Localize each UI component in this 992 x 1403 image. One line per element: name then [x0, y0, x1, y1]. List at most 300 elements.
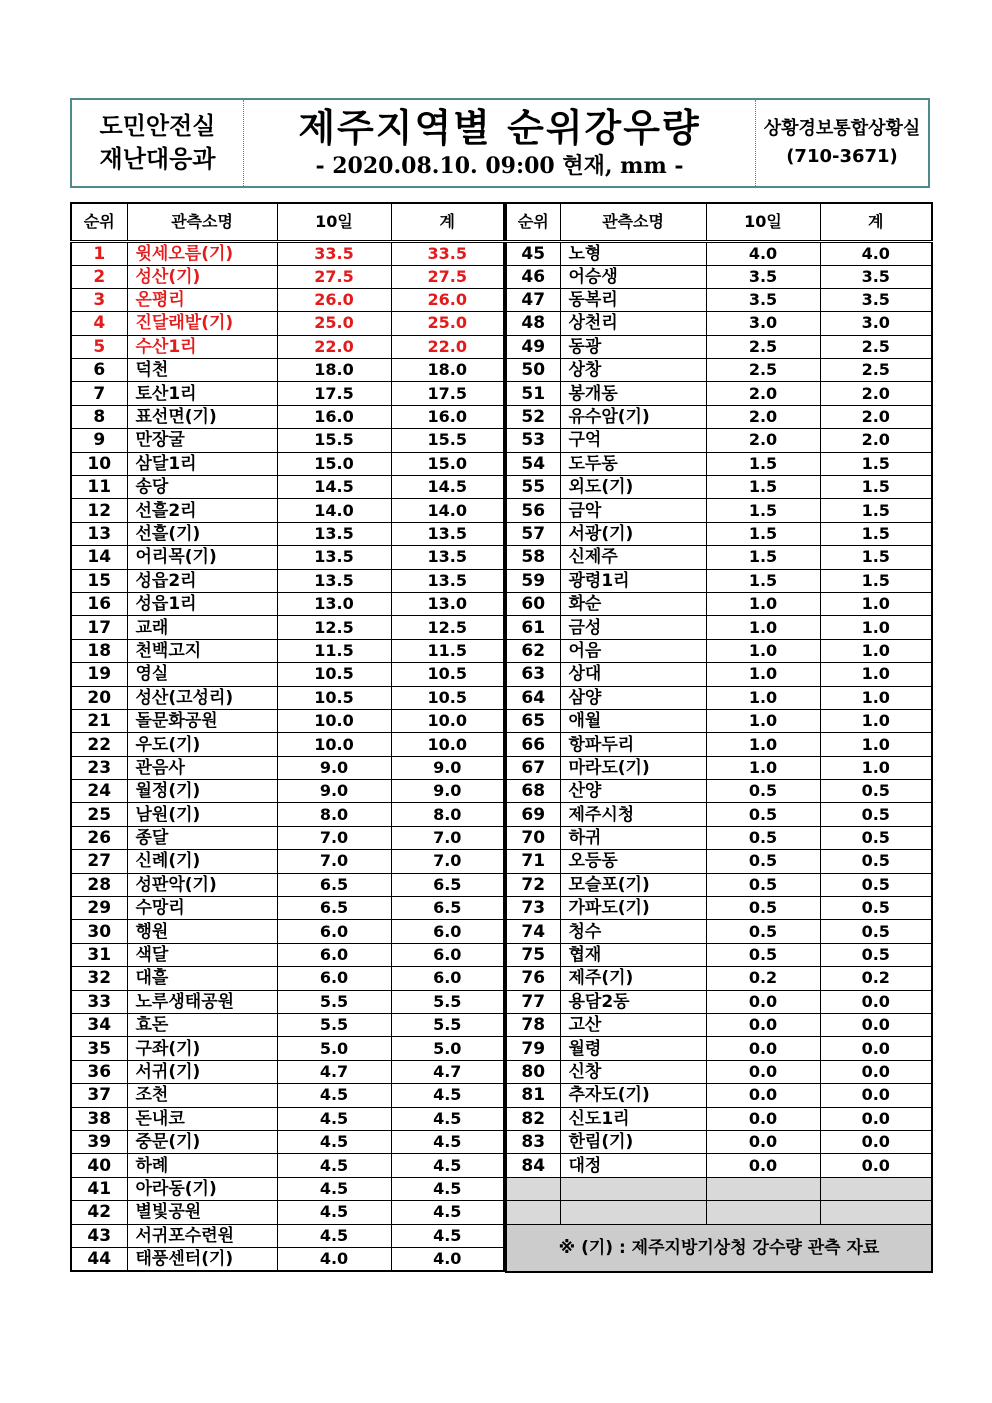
row-total-value: 0.5: [820, 803, 932, 826]
row-station: 성산(기): [127, 265, 277, 288]
row-day-value: 0.2: [706, 967, 820, 990]
row-rank: 65: [506, 709, 560, 732]
row-station: 중문(기): [127, 1130, 277, 1153]
table-row: [71, 1224, 504, 1247]
table-row: [506, 1130, 932, 1153]
row-station: 아라동(기): [127, 1177, 277, 1200]
row-day-value: 13.5: [277, 522, 391, 545]
row-total-value: 4.5: [391, 1130, 504, 1153]
row-day-value: 13.5: [277, 569, 391, 592]
header-station: 관측소명: [127, 203, 277, 241]
row-rank: 71: [506, 850, 560, 873]
row-station: 추자도(기): [560, 1084, 706, 1107]
row-total-value: 33.5: [391, 241, 504, 265]
row-station: 동복리: [560, 288, 706, 311]
page-subtitle: - 2020.08.10. 09:00 현재, mm -: [315, 153, 684, 179]
row-total-value: 15.0: [391, 452, 504, 475]
left-table-body: [71, 241, 504, 1271]
table-row: [71, 499, 504, 522]
row-rank: 11: [71, 476, 127, 499]
row-day-value: 3.0: [706, 312, 820, 335]
row-day-value: 10.0: [277, 709, 391, 732]
row-total-value: 2.5: [820, 359, 932, 382]
row-rank: 67: [506, 756, 560, 779]
row-day-value: 0.5: [706, 920, 820, 943]
row-station: 신창: [560, 1060, 706, 1083]
row-rank: 4: [71, 312, 127, 335]
table-row: [71, 943, 504, 966]
row-day-value: 5.5: [277, 990, 391, 1013]
row-total-value: 13.5: [391, 569, 504, 592]
row-day-value: 0.0: [706, 1060, 820, 1083]
row-day-value: 0.5: [706, 780, 820, 803]
row-station: 신례(기): [127, 850, 277, 873]
row-rank: 16: [71, 592, 127, 615]
table-row: [506, 1014, 932, 1037]
row-station: 월정(기): [127, 780, 277, 803]
row-total-value: 1.5: [820, 546, 932, 569]
row-rank: 6: [71, 359, 127, 382]
table-row: [71, 1014, 504, 1037]
row-station: 상천리: [560, 312, 706, 335]
row-day-value: 0.5: [706, 943, 820, 966]
row-station: 서귀(기): [127, 1060, 277, 1083]
table-row: [506, 405, 932, 428]
row-total-value: 0.0: [820, 1037, 932, 1060]
row-rank: 8: [71, 405, 127, 428]
row-day-value: 13.0: [277, 592, 391, 615]
row-station: 서귀포수련원: [127, 1224, 277, 1247]
row-station: 별빛공원: [127, 1201, 277, 1224]
row-station: 태풍센터(기): [127, 1247, 277, 1271]
row-station: 애월: [560, 709, 706, 732]
table-row: [71, 312, 504, 335]
table-row: [506, 429, 932, 452]
row-station: 도두동: [560, 452, 706, 475]
row-day-value: 25.0: [277, 312, 391, 335]
row-total-value: 4.5: [391, 1084, 504, 1107]
row-day-value: 2.0: [706, 405, 820, 428]
row-day-value: 0.5: [706, 850, 820, 873]
row-rank: 23: [71, 756, 127, 779]
row-rank: 46: [506, 265, 560, 288]
row-station: 상창: [560, 359, 706, 382]
footnote: ※ (기) : 제주지방기상청 강수량 관측 자료: [506, 1224, 932, 1272]
table-row: [71, 873, 504, 896]
right-table-body: [506, 241, 932, 1272]
row-total-value: 4.0: [820, 241, 932, 265]
row-rank: 66: [506, 733, 560, 756]
row-total-value: 1.0: [820, 592, 932, 615]
row-rank: 38: [71, 1107, 127, 1130]
row-rank: 48: [506, 312, 560, 335]
row-rank: 9: [71, 429, 127, 452]
table-row: [71, 1247, 504, 1271]
row-rank: 63: [506, 663, 560, 686]
row-rank: 3: [71, 288, 127, 311]
row-rank: 47: [506, 288, 560, 311]
row-rank: 59: [506, 569, 560, 592]
row-rank: 81: [506, 1084, 560, 1107]
row-rank: 24: [71, 780, 127, 803]
table-row: [506, 592, 932, 615]
row-station: 마라도(기): [560, 756, 706, 779]
row-total-value: 25.0: [391, 312, 504, 335]
row-rank: 44: [71, 1247, 127, 1271]
row-station: 표선면(기): [127, 405, 277, 428]
row-station: 외도(기): [560, 476, 706, 499]
row-rank: 26: [71, 826, 127, 849]
row-total-value: 12.5: [391, 616, 504, 639]
table-row: [71, 546, 504, 569]
row-rank: 13: [71, 522, 127, 545]
row-rank: 15: [71, 569, 127, 592]
row-day-value: 5.0: [277, 1037, 391, 1060]
header-total: 계: [391, 203, 504, 241]
table-row: [71, 382, 504, 405]
table-row: [506, 616, 932, 639]
row-rank: 20: [71, 686, 127, 709]
table-row: [506, 733, 932, 756]
row-day-value: 8.0: [277, 803, 391, 826]
table-row: [71, 850, 504, 873]
row-rank: 75: [506, 943, 560, 966]
row-station: 종달: [127, 826, 277, 849]
row-rank: 64: [506, 686, 560, 709]
row-rank: 36: [71, 1060, 127, 1083]
row-total-value: 6.5: [391, 873, 504, 896]
row-total-value: 5.0: [391, 1037, 504, 1060]
row-day-value: 10.0: [277, 733, 391, 756]
row-day-value: 0.0: [706, 1037, 820, 1060]
row-station: 제주(기): [560, 967, 706, 990]
table-row: [506, 241, 932, 265]
row-rank: 25: [71, 803, 127, 826]
row-station: 화순: [560, 592, 706, 615]
table-row: [506, 569, 932, 592]
table-row: [506, 476, 932, 499]
row-rank: 12: [71, 499, 127, 522]
table-row: [506, 639, 932, 662]
row-day-value: 10.5: [277, 663, 391, 686]
table-row: [506, 522, 932, 545]
row-day-value: 1.0: [706, 709, 820, 732]
row-day-value: 4.5: [277, 1224, 391, 1247]
row-total-value: 2.0: [820, 429, 932, 452]
row-day-value: 27.5: [277, 265, 391, 288]
row-rank: 7: [71, 382, 127, 405]
table-row: [71, 803, 504, 826]
row-rank: 51: [506, 382, 560, 405]
row-total-value: 0.5: [820, 873, 932, 896]
row-total-value: 1.0: [820, 733, 932, 756]
row-station: 대흘: [127, 967, 277, 990]
row-total-value: 6.0: [391, 943, 504, 966]
row-total-value: 4.5: [391, 1107, 504, 1130]
row-station: 성읍1리: [127, 592, 277, 615]
row-station: 수산1리: [127, 335, 277, 358]
row-day-value: 1.0: [706, 733, 820, 756]
row-station: 한림(기): [560, 1130, 706, 1153]
row-station: 색달: [127, 943, 277, 966]
row-total-value: 0.0: [820, 1130, 932, 1153]
row-rank: 56: [506, 499, 560, 522]
row-rank: 17: [71, 616, 127, 639]
table-row: [506, 897, 932, 920]
row-day-value: 33.5: [277, 241, 391, 265]
row-total-value: 4.5: [391, 1154, 504, 1177]
row-day-value: 10.5: [277, 686, 391, 709]
row-day-value: 14.5: [277, 476, 391, 499]
row-total-value: 2.0: [820, 382, 932, 405]
table-row: [506, 920, 932, 943]
row-station: 청수: [560, 920, 706, 943]
row-rank: 1: [71, 241, 127, 265]
row-station: 유수암(기): [560, 405, 706, 428]
table-row: [71, 522, 504, 545]
row-station: 상대: [560, 663, 706, 686]
row-total-value: 10.0: [391, 733, 504, 756]
row-rank: 70: [506, 826, 560, 849]
row-total-value: 3.5: [820, 288, 932, 311]
row-station: 가파도(기): [560, 897, 706, 920]
row-total-value: 0.5: [820, 897, 932, 920]
row-day-value: 15.0: [277, 452, 391, 475]
row-station: 영실: [127, 663, 277, 686]
table-row: [71, 990, 504, 1013]
header-day: 10일: [277, 203, 391, 241]
row-station: 항파두리: [560, 733, 706, 756]
row-day-value: 13.5: [277, 546, 391, 569]
department-line-2: 재난대응과: [99, 145, 216, 173]
row-station: 돈내코: [127, 1107, 277, 1130]
table-row: [71, 335, 504, 358]
row-station: 하귀: [560, 826, 706, 849]
row-rank: 10: [71, 452, 127, 475]
row-day-value: 2.0: [706, 429, 820, 452]
row-day-value: 9.0: [277, 780, 391, 803]
row-total-value: 0.0: [820, 1084, 932, 1107]
table-row: [506, 1154, 932, 1177]
row-station: 신제주: [560, 546, 706, 569]
row-station: 성판악(기): [127, 873, 277, 896]
row-rank: 62: [506, 639, 560, 662]
row-day-value: 4.0: [706, 241, 820, 265]
row-rank: 80: [506, 1060, 560, 1083]
row-station: 남원(기): [127, 803, 277, 826]
row-station: 협재: [560, 943, 706, 966]
row-total-value: 13.5: [391, 522, 504, 545]
row-total-value: 9.0: [391, 780, 504, 803]
table-row: [506, 452, 932, 475]
table-row: [71, 709, 504, 732]
row-total-value: 1.5: [820, 476, 932, 499]
row-station: 동광: [560, 335, 706, 358]
table-row: [506, 663, 932, 686]
row-day-value: 4.7: [277, 1060, 391, 1083]
row-total-value: 8.0: [391, 803, 504, 826]
row-total-value: 1.5: [820, 499, 932, 522]
row-rank: 76: [506, 967, 560, 990]
row-day-value: 0.5: [706, 897, 820, 920]
row-station: 산양: [560, 780, 706, 803]
row-rank: 29: [71, 897, 127, 920]
row-day-value: 3.5: [706, 288, 820, 311]
table-row: [71, 1084, 504, 1107]
table-row: [506, 265, 932, 288]
table-row: [71, 1177, 504, 1200]
row-total-value: 5.5: [391, 990, 504, 1013]
row-station: 윗세오름(기): [127, 241, 277, 265]
row-rank: 45: [506, 241, 560, 265]
row-total-value: 18.0: [391, 359, 504, 382]
row-total-value: 14.0: [391, 499, 504, 522]
row-day-value: 4.5: [277, 1154, 391, 1177]
row-day-value: 1.0: [706, 592, 820, 615]
row-station: 토산1리: [127, 382, 277, 405]
row-total-value: 1.0: [820, 663, 932, 686]
table-row: [506, 499, 932, 522]
row-station: 구억: [560, 429, 706, 452]
row-rank: 50: [506, 359, 560, 382]
row-rank: 14: [71, 546, 127, 569]
row-rank: 27: [71, 850, 127, 873]
row-station: 제주시청: [560, 803, 706, 826]
table-row: [71, 288, 504, 311]
row-station: 만장굴: [127, 429, 277, 452]
row-rank: 74: [506, 920, 560, 943]
row-day-value: 1.5: [706, 546, 820, 569]
row-day-value: 4.5: [277, 1084, 391, 1107]
table-row: [506, 359, 932, 382]
row-day-value: 1.5: [706, 569, 820, 592]
row-day-value: 1.5: [706, 476, 820, 499]
row-day-value: 2.5: [706, 359, 820, 382]
row-station: 선흘(기): [127, 522, 277, 545]
row-total-value: 2.5: [820, 335, 932, 358]
row-total-value: 26.0: [391, 288, 504, 311]
page-title: 제주지역별 순위강우량: [298, 106, 701, 150]
table-row: [71, 616, 504, 639]
table-row: [506, 1107, 932, 1130]
row-total-value: 9.0: [391, 756, 504, 779]
table-row: [71, 359, 504, 382]
table-row: [71, 756, 504, 779]
row-day-value: 6.0: [277, 943, 391, 966]
row-total-value: 2.0: [820, 405, 932, 428]
table-row: [71, 569, 504, 592]
row-rank: 57: [506, 522, 560, 545]
row-total-value: 6.0: [391, 920, 504, 943]
row-day-value: 0.5: [706, 826, 820, 849]
row-total-value: 3.5: [820, 265, 932, 288]
row-day-value: 18.0: [277, 359, 391, 382]
row-station: 노형: [560, 241, 706, 265]
row-station: 성산(고성리): [127, 686, 277, 709]
row-day-value: 1.0: [706, 639, 820, 662]
row-total-value: 4.5: [391, 1201, 504, 1224]
row-rank: 2: [71, 265, 127, 288]
row-day-value: 1.5: [706, 522, 820, 545]
row-rank: 28: [71, 873, 127, 896]
table-row: [71, 826, 504, 849]
row-station: 관음사: [127, 756, 277, 779]
row-total-value: 3.0: [820, 312, 932, 335]
table-row: [71, 733, 504, 756]
row-station: 서광(기): [560, 522, 706, 545]
table-row: [71, 1060, 504, 1083]
row-rank: 82: [506, 1107, 560, 1130]
row-rank: 83: [506, 1130, 560, 1153]
table-row: [506, 873, 932, 896]
row-total-value: 4.7: [391, 1060, 504, 1083]
table-row: [506, 803, 932, 826]
table-row: [71, 1037, 504, 1060]
table-row: [71, 429, 504, 452]
title-block: [244, 100, 756, 186]
row-station: 금악: [560, 499, 706, 522]
table-row: [71, 405, 504, 428]
table-row: [506, 382, 932, 405]
row-day-value: 14.0: [277, 499, 391, 522]
row-rank: 18: [71, 639, 127, 662]
row-day-value: 7.0: [277, 850, 391, 873]
table-row: [71, 1154, 504, 1177]
row-total-value: 5.5: [391, 1014, 504, 1037]
header-total: 계: [820, 203, 932, 241]
table-row: [71, 663, 504, 686]
table-row: [506, 1037, 932, 1060]
office-name: 상황경보통합상황실: [763, 118, 921, 139]
empty-cell: [820, 1177, 932, 1200]
row-rank: 37: [71, 1084, 127, 1107]
row-total-value: 10.0: [391, 709, 504, 732]
office-block: [756, 100, 928, 186]
row-day-value: 7.0: [277, 826, 391, 849]
row-total-value: 0.5: [820, 920, 932, 943]
row-day-value: 0.0: [706, 1014, 820, 1037]
row-rank: 52: [506, 405, 560, 428]
row-day-value: 26.0: [277, 288, 391, 311]
row-total-value: 16.0: [391, 405, 504, 428]
empty-cell: [706, 1177, 820, 1200]
row-day-value: 0.5: [706, 873, 820, 896]
row-rank: 42: [71, 1201, 127, 1224]
table-row: [71, 452, 504, 475]
row-day-value: 4.5: [277, 1130, 391, 1153]
table-row: [71, 967, 504, 990]
note-row: [506, 1224, 932, 1272]
row-rank: 53: [506, 429, 560, 452]
row-rank: 60: [506, 592, 560, 615]
row-station: 천백고지: [127, 639, 277, 662]
row-total-value: 17.5: [391, 382, 504, 405]
row-total-value: 0.0: [820, 1154, 932, 1177]
table-row: [71, 639, 504, 662]
row-day-value: 6.5: [277, 873, 391, 896]
row-day-value: 0.0: [706, 1084, 820, 1107]
row-total-value: 13.0: [391, 592, 504, 615]
row-day-value: 2.5: [706, 335, 820, 358]
row-total-value: 0.0: [820, 990, 932, 1013]
table-row: [506, 686, 932, 709]
rainfall-table-right: [505, 202, 933, 1273]
empty-row: [506, 1201, 932, 1224]
row-total-value: 6.0: [391, 967, 504, 990]
row-rank: 77: [506, 990, 560, 1013]
row-day-value: 4.5: [277, 1201, 391, 1224]
row-station: 교래: [127, 616, 277, 639]
